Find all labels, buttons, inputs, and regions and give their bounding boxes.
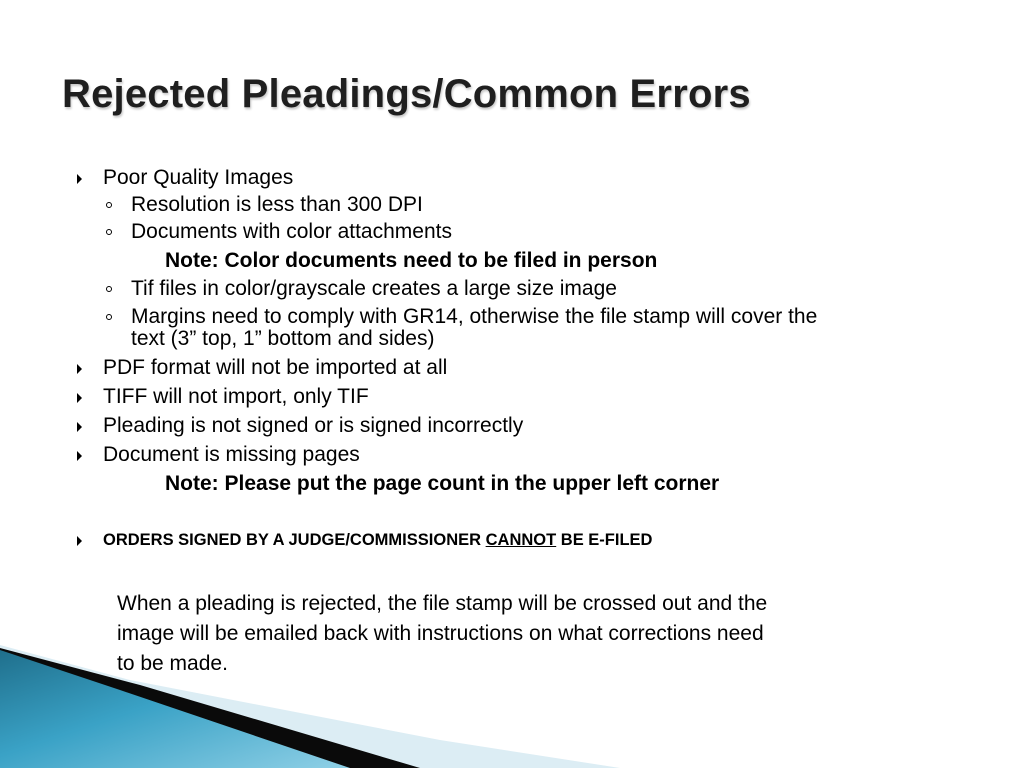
bullet-text: Documents with color attachments	[131, 220, 452, 243]
bullet-text: Tif files in color/grayscale creates a large size image	[131, 277, 617, 300]
right-triangle-arrow-icon	[77, 393, 82, 403]
note-text: Note: Color documents need to be filed in person	[165, 249, 658, 272]
bullet-text: Resolution is less than 300 DPI	[131, 193, 423, 216]
right-triangle-arrow-icon	[77, 174, 82, 184]
right-triangle-arrow-icon	[77, 451, 82, 461]
corner-decoration	[0, 640, 1024, 768]
hollow-circle-icon	[106, 314, 112, 320]
right-triangle-arrow-icon	[77, 536, 82, 546]
bullet-text: PDF format will not be imported at all	[103, 356, 448, 379]
bullet-text: text (3” top, 1” bottom and sides)	[131, 327, 435, 350]
bullet-text: TIFF will not import, only TIF	[103, 385, 369, 408]
bullet-text: Margins need to comply with GR14, otherwise the file stamp will cover the	[131, 305, 818, 328]
bullet-text: Poor Quality Images	[103, 166, 294, 189]
right-triangle-arrow-icon	[77, 422, 82, 432]
orders-text	[103, 528, 652, 552]
note-text: Note: Please put the page count in the upper left corner	[165, 472, 720, 495]
slide-title: Rejected Pleadings/Common Errors	[62, 72, 751, 116]
hollow-circle-icon	[106, 202, 112, 208]
orders-cannot: CANNOT	[485, 531, 557, 549]
right-triangle-arrow-icon	[77, 364, 82, 374]
decoration-teal-wedge	[0, 650, 350, 768]
bullet-text: Pleading is not signed or is signed incorrectly	[103, 414, 524, 437]
hollow-circle-icon	[106, 229, 112, 235]
orders-suffix: BE E-FILED	[560, 531, 653, 549]
hollow-circle-icon	[106, 286, 112, 292]
orders-prefix: ORDERS SIGNED BY A JUDGE/COMMISSIONER	[103, 531, 482, 549]
closing-paragraph: When a pleading is rejected, the file stamp will be crossed out and the image will be emailed back with instructions on what corrections need to be made.	[117, 592, 768, 675]
bullet-text: Document is missing pages	[103, 443, 360, 466]
